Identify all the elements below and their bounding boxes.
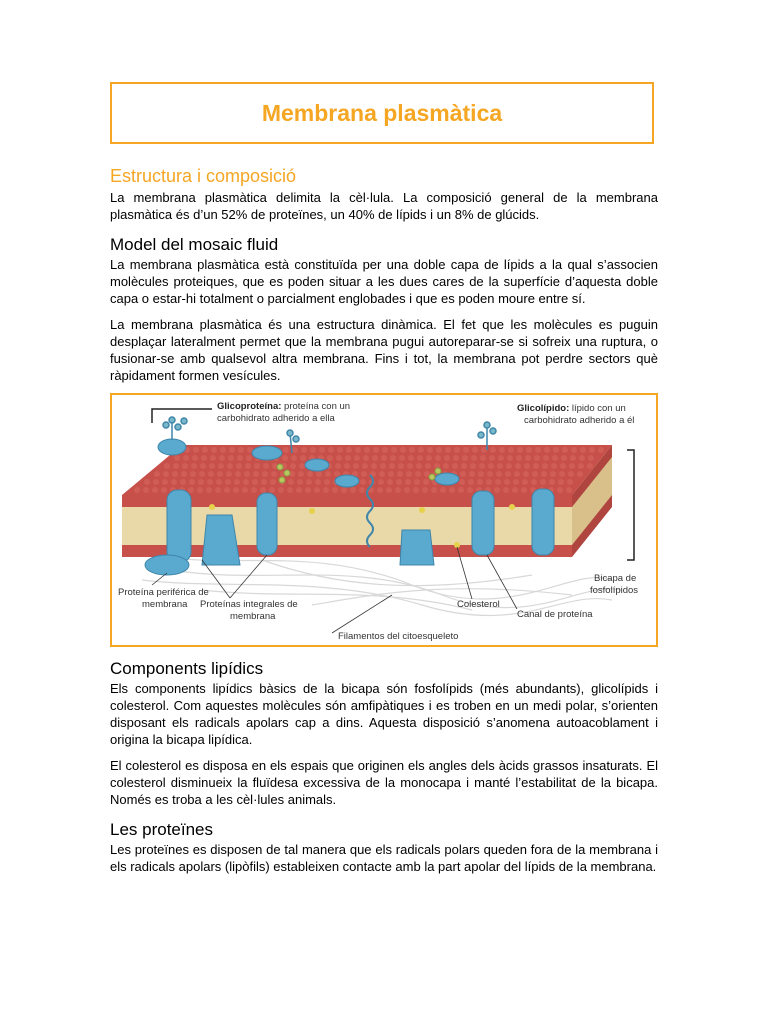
phospholipid-head [323,487,329,493]
phospholipid-head [423,479,429,485]
phospholipid-head [386,487,392,493]
phospholipid-head [560,463,566,469]
phospholipid-head [217,471,223,477]
phospholipid-head [566,487,572,493]
phospholipid-head [201,455,207,461]
phospholipid-head [262,471,268,477]
phospholipid-head [553,447,559,453]
page-title: Membrana plasmàtica [261,99,503,126]
phospholipid-head [382,447,388,453]
phospholipid-head [389,463,395,469]
phospholipid-head [561,455,567,461]
phospholipid-head [387,479,393,485]
label-glicoproteina-1: Glicoproteína: proteína con un [217,401,351,412]
phospholipid-head [191,463,197,469]
phospholipid-head [144,479,150,485]
phospholipid-head [516,455,522,461]
phospholipid-head [416,463,422,469]
paragraph-lipidics-1: Els components lipídics bàsics de la bicapa són fosfolípids (més abundants), glicolípids i colesterol. Com aquestes molècules són amfipàtiques i es troben en un medi polar, s’orienten disposant els radicals apolars cap a dins. Aquesta disposició s’anomena autoacoblament i origina la bicapa lipídica. [110,681,658,747]
phospholipid-head [379,471,385,477]
phospholipid-head [461,463,467,469]
phospholipid-head [400,447,406,453]
phospholipid-head [380,463,386,469]
phospholipid-head [269,487,275,493]
label-canal: Canal de proteína [517,609,593,620]
phospholipid-head [332,487,338,493]
paragraph-estructura-1: La membrana plasmàtica delimita la cèl·lula. La composició general de la membrana plasmàtica és d’un 52% de proteïnes, un 40% de lípids i un 8% de glúcids. [110,190,658,222]
phospholipid-head [246,455,252,461]
phospholipid-head [415,471,421,477]
phospholipid-head [580,447,586,453]
content [110,162,658,884]
phospholipid-head [233,487,239,493]
label-glicolipido-1: Glicolípido: lípido con un [517,403,626,414]
label-bicapa-1: Bicapa de [594,573,637,584]
label-colesterol: Colesterol [457,599,500,610]
phospholipid-head [577,471,583,477]
phospholipid-head [287,487,293,493]
phospholipid-head [471,455,477,461]
phospholipid-head [388,471,394,477]
peripheral-protein [145,555,189,575]
phospholipid-head [440,487,446,493]
phospholipid-head [532,471,538,477]
phospholipid-head [229,447,235,453]
phospholipid-head [307,471,313,477]
phospholipid-head [360,479,366,485]
phospholipid-head [523,471,529,477]
phospholipid-head [487,471,493,477]
phospholipid-head [524,463,530,469]
phospholipid-head [550,471,556,477]
phospholipid-head [543,455,549,461]
phospholipid-head [480,455,486,461]
phospholipid-head [299,463,305,469]
phospholipid-head [499,447,505,453]
phospholipid-head [162,479,168,485]
heading-proteines: Les proteïnes [110,820,214,839]
phospholipid-head [568,471,574,477]
phospholipid-head [463,447,469,453]
phospholipid-head [152,487,158,493]
phospholipid-head [444,455,450,461]
phospholipid-head [354,455,360,461]
phospholipid-head [134,487,140,493]
phospholipid-head [486,479,492,485]
phospholipid-head [298,471,304,477]
phospholipid-head [559,471,565,477]
label-integrales-1: Proteínas integrales de [200,599,298,610]
phospholipid-head [598,447,604,453]
phospholipid-head [570,455,576,461]
phospholipid-head [173,463,179,469]
phospholipid-head [353,463,359,469]
phospholipid-head [361,471,367,477]
phospholipid-head [362,463,368,469]
phospholipid-head [535,447,541,453]
phospholipid-head [172,471,178,477]
phospholipid-head [469,471,475,477]
phospholipid-head [544,447,550,453]
paragraph-mosaic-1: La membrana plasmàtica està constituïda per una doble capa de lípids a la qual s’associen molècules proteiques, que es poden situar a les dues cares de la superfície d’aquesta doble capa o estar-hi totalment o parcialment englobades i que es poden moure entre sí. [110,257,658,306]
heading-estructura: Estructura i composició [110,166,297,186]
phospholipid-head [458,487,464,493]
phospholipid-head [238,447,244,453]
phospholipid-head [431,487,437,493]
phospholipid-head [490,447,496,453]
phospholipid-head [197,487,203,493]
phospholipid-head [498,455,504,461]
phospholipid-head [350,487,356,493]
phospholipid-head [345,455,351,461]
phospholipid-head [408,455,414,461]
phospholipid-head [418,447,424,453]
phospholipid-head [472,447,478,453]
phospholipid-head [494,487,500,493]
phospholipid-head [578,463,584,469]
phospholipid-head [161,487,167,493]
phospholipid-head [398,463,404,469]
phospholipid-head [324,479,330,485]
phospholipid-head [407,463,413,469]
phospholipid-head [515,463,521,469]
phospholipid-head [512,487,518,493]
phospholipid-head [533,463,539,469]
phospholipid-head [225,479,231,485]
phospholipid-head [234,479,240,485]
phospholipid-head [315,479,321,485]
phospholipid-head [414,479,420,485]
phospholipid-head [562,447,568,453]
phospholipid-head [571,447,577,453]
phospholipid-head [207,479,213,485]
phospholipid-head [435,455,441,461]
phospholipid-head [459,479,465,485]
phospholipid-head [399,455,405,461]
phospholipid-head [291,455,297,461]
phospholipid-head [390,455,396,461]
membrane-diagram [112,395,656,645]
phospholipid-head [202,447,208,453]
phospholipid-head [328,447,334,453]
phospholipid-head [226,471,232,477]
phospholipid-head [405,479,411,485]
phospholipid-head [378,479,384,485]
phospholipid-head [297,479,303,485]
phospholipid-head [425,463,431,469]
phospholipid-head [219,455,225,461]
phospholipid-head [364,447,370,453]
phospholipid-head [426,455,432,461]
phospholipid-head [468,479,474,485]
phospholipid-head [288,479,294,485]
phospholipid-head [163,471,169,477]
phospholipid-head [371,463,377,469]
phospholipid-head [542,463,548,469]
phospholipid-head [174,455,180,461]
label-periferica-2: membrana [142,599,188,610]
phospholipid-head [552,455,558,461]
phospholipid-head [227,463,233,469]
phospholipid-head [522,479,528,485]
phospholipid-head [460,471,466,477]
phospholipid-head [373,447,379,453]
phospholipid-head [422,487,428,493]
phospholipid-head [243,479,249,485]
phospholipid-head [496,471,502,477]
paragraph-lipidics-2: El colesterol es disposa en els espais que originen els angles dels àcids grassos insaturats. El colesterol disminueix la fluïdesa excessiva de la monocapa i manté l’estabilitat de la bicapa. Només es troba a les cèl·lules animals. [110,758,658,807]
phospholipid-head [541,471,547,477]
phospholipid-head [236,463,242,469]
phospholipid-head [588,455,594,461]
phospholipid-head [182,463,188,469]
phospholipid-head [198,479,204,485]
phospholipid-head [316,471,322,477]
phospholipid-head [534,455,540,461]
phospholipid-head [504,479,510,485]
phospholipid-head [497,463,503,469]
phospholipid-head [282,455,288,461]
phospholipid-head [449,487,455,493]
phospholipid-head [154,471,160,477]
phospholipid-head [183,455,189,461]
phospholipid-head [300,455,306,461]
bicapa-bracket [627,450,634,560]
phospholipid-head [567,479,573,485]
phospholipid-head [252,479,258,485]
heading-lipidics: Components lipídics [110,659,264,678]
phospholipid-head [507,455,513,461]
membrane-figure [110,393,658,647]
phospholipid-head [337,447,343,453]
phospholipid-head [211,447,217,453]
phospholipid-head [327,455,333,461]
phospholipid-head [395,487,401,493]
phospholipid-head [228,455,234,461]
phospholipid-head [531,479,537,485]
phospholipid-head [467,487,473,493]
phospholipid-head [445,447,451,453]
phospholipid-head [404,487,410,493]
phospholipid-head [143,487,149,493]
phospholipid-head [153,479,159,485]
phospholipid-head [409,447,415,453]
phospholipid-head [513,479,519,485]
phospholipid-head [220,447,226,453]
phospholipid-head [443,463,449,469]
phospholipid-head [290,463,296,469]
phospholipid-head [271,471,277,477]
phospholipid-head [488,463,494,469]
phospholipid-head [551,463,557,469]
phospholipid-head [514,471,520,477]
phospholipid-head [215,487,221,493]
phospholipid-head [436,447,442,453]
phospholipid-head [199,471,205,477]
phospholipid-head [481,447,487,453]
phospholipid-head [391,447,397,453]
phospholipid-head [206,487,212,493]
phospholipid-head [396,479,402,485]
phospholipid-head [406,471,412,477]
phospholipid-head [189,479,195,485]
phospholipid-head [377,487,383,493]
phospholipid-head [171,479,177,485]
phospholipid-head [489,455,495,461]
phospholipid-head [587,463,593,469]
phospholipid-head [270,479,276,485]
phospholipid-head [558,479,564,485]
phospholipid-head [292,447,298,453]
label-filamentos: Filamentos del citoesqueleto [338,631,459,642]
phospholipid-head [549,479,555,485]
phospholipid-head [517,447,523,453]
phospholipid-head [508,447,514,453]
phospholipid-head [478,471,484,477]
phospholipid-head [319,447,325,453]
phospholipid-head [413,487,419,493]
phospholipid-head [245,463,251,469]
phospholipid-head [355,447,361,453]
phospholipid-head [462,455,468,461]
phospholipid-head [301,447,307,453]
paragraph-proteines-1: Les proteïnes es disposen de tal manera que els radicals polars queden fora de la membrana i els radicals apolars (lipòfils) estableixen contacte amb la part apolar del lípids de la membrana. [110,842,658,874]
label-glicoproteina-2: carbohidrato adherido a ella [217,413,335,424]
phospholipid-head [181,471,187,477]
phospholipid-head [251,487,257,493]
phospholipid-head [470,463,476,469]
phospholipid-head [363,455,369,461]
phospholipid-head [296,487,302,493]
phospholipid-head [210,455,216,461]
phospholipid-head [253,471,259,477]
phospholipid-head [209,463,215,469]
phospholipid-head [242,487,248,493]
phospholipid-head [325,471,331,477]
phospholipid-head [314,487,320,493]
phospholipid-head [417,455,423,461]
phospholipid-head [372,455,378,461]
phospholipid-head [427,447,433,453]
phospholipid-head [454,447,460,453]
phospholipid-head [306,479,312,485]
label-glicolipido-2: carbohidrato adherido a él [524,415,635,426]
phospholipid-head [237,455,243,461]
phospholipid-head [505,471,511,477]
heading-mosaic: Model del mosaic fluid [110,235,279,254]
phospholipid-head [569,463,575,469]
phospholipid-head [208,471,214,477]
phospholipid-head [335,463,341,469]
phospholipid-head [346,447,352,453]
phospholipid-head [190,471,196,477]
phospholipid-head [235,471,241,477]
phospholipid-head [192,455,198,461]
phospholipid-head [477,479,483,485]
phospholipid-head [521,487,527,493]
phospholipid-head [278,487,284,493]
phospholipid-head [506,463,512,469]
label-periferica-1: Proteína periférica de [118,587,209,598]
phospholipid-head [557,487,563,493]
phospholipid-head [341,487,347,493]
phospholipid-head [336,455,342,461]
phospholipid-head [495,479,501,485]
phospholipid-head [180,479,186,485]
phospholipid-head [260,487,266,493]
phospholipid-head [579,455,585,461]
phospholipid-head [540,479,546,485]
title-box [110,82,654,144]
phospholipid-head [344,463,350,469]
phospholipid-head [503,487,509,493]
phospholipid-head [188,487,194,493]
phospholipid-head [193,447,199,453]
phospholipid-head [310,447,316,453]
phospholipid-head [589,447,595,453]
phospholipid-head [479,463,485,469]
phospholipid-head [218,463,224,469]
label-bicapa-2: fosfolípidos [590,585,639,596]
phospholipid-head [305,487,311,493]
phospholipid-head [200,463,206,469]
phospholipid-head [526,447,532,453]
phospholipid-head [381,455,387,461]
phospholipid-head [283,447,289,453]
paragraph-mosaic-2: La membrana plasmàtica és una estructura dinàmica. El fet que les molècules es puguin desplaçar lateralment permet que la membrana pugui autoreparar-se si sofreix una ruptura, o fusionar-se amb qualsevol altra membrana. Fins i tot, la membrana pot perdre sectors què ràpidament formen vesícules. [110,317,658,383]
phospholipid-head [397,471,403,477]
phospholipid-head [244,471,250,477]
phospholipid-head [216,479,222,485]
phospholipid-head [453,455,459,461]
phospholipid-head [525,455,531,461]
phospholipid-head [359,487,365,493]
phospholipid-head [261,479,267,485]
phospholipid-head [452,463,458,469]
phospholipid-head [164,463,170,469]
phospholipid-head [224,487,230,493]
phospholipid-head [263,463,269,469]
label-integrales-2: membrana [230,611,276,622]
phospholipid-head [254,463,260,469]
